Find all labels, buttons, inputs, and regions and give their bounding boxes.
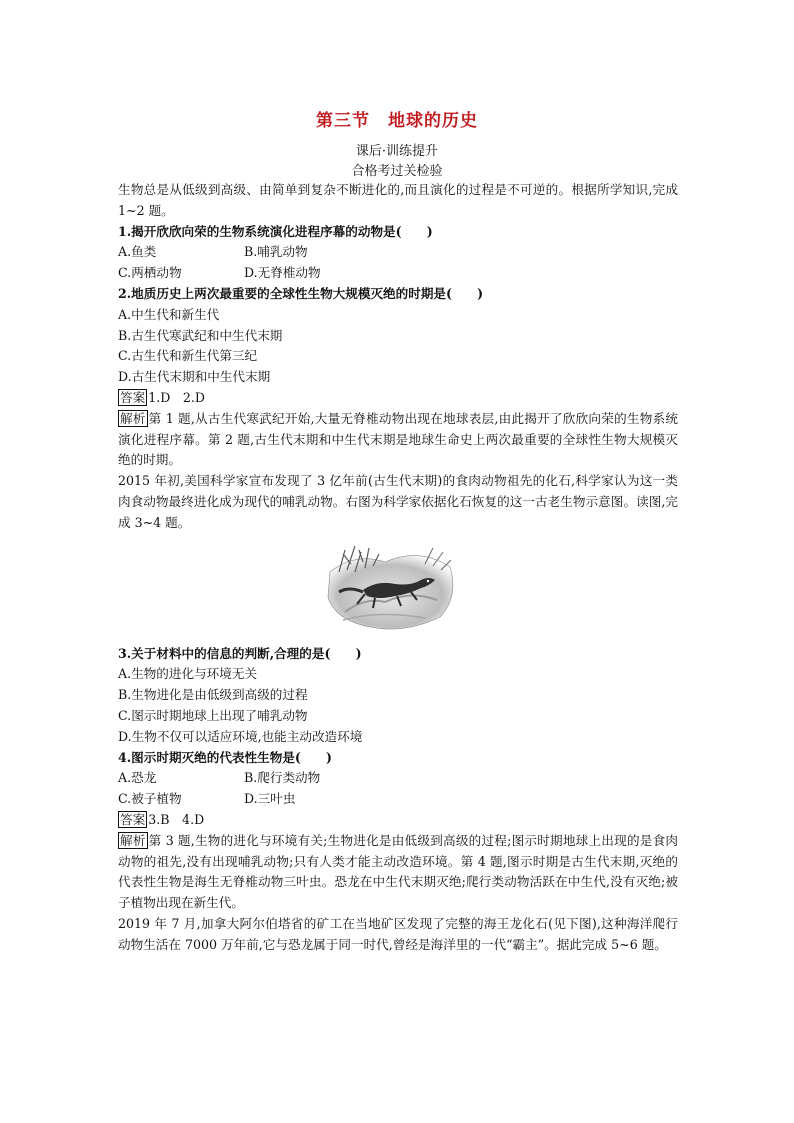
question-number: 4.: [118, 749, 132, 765]
intro-paragraph: 2015 年初,美国科学家宣布发现了 3 亿年前(古生代末期)的食肉动物祖先的化石,科学家认为这一类肉食动物最终进化成为现代的哺乳动物。右图为科学家依据化石恢复的这一古老生物示意图。读图,完成 3~4 题。: [118, 473, 678, 530]
question-1: [118, 222, 678, 243]
explanation-tag: 解析: [120, 832, 146, 848]
option-c: C.古生代和新生代第三纪: [118, 348, 258, 364]
question-2: [118, 284, 678, 305]
option-b: B.古生代寒武纪和中生代末期: [118, 327, 283, 343]
options-row: [118, 789, 678, 810]
page-title: 第三节 地球的历史: [316, 111, 478, 131]
intro-paragraph: 2019 年 7 月,加拿大阿尔伯塔省的矿工在当地矿区发现了完整的海王龙化石(见下图),这种海洋爬行动物生活在 7000 万年前,它与恐龙属于同一时代,曾经是海洋里的一代“霸主”。据此完成 5~6 题。: [118, 915, 678, 952]
option-c: C.被子植物: [118, 791, 182, 807]
option-b: B.爬行类动物: [244, 770, 321, 786]
fossil-creature-figure: [118, 542, 678, 638]
answer-line: [118, 388, 678, 409]
explanation-text: 第 3 题,生物的进化与环境有关;生物进化是由低级到高级的过程;图示时期地球上出现的是食肉动物的祖先,没有出现哺乳动物;只有人类才能主动改造环境。第 4 题,图示时期是古生代末期,灭绝的代表性生物是海生无脊椎动物三叶虫。恐龙在中生代末期灭绝;爬行类动物活跃在中生代,没有灭绝;被子植物出现在新生代。: [118, 832, 678, 911]
option-a: A.中生代和新生代: [118, 306, 220, 322]
options-row: [118, 242, 678, 263]
option-c: C.图示时期地球上出现了哺乳动物: [118, 707, 308, 723]
option-c: C.两栖动物: [118, 265, 182, 281]
question-3: [118, 644, 678, 665]
option-d: D.生物不仅可以适应环境,也能主动改造环境: [118, 728, 363, 744]
explanation-tag: 解析: [120, 410, 146, 426]
intro-paragraph: 生物总是从低级到高级、由简单到复杂不断进化的,而且演化的过程是不可逆的。根据所学知识,完成 1~2 题。: [118, 182, 678, 218]
question-text: 图示时期灭绝的代表性生物是( ): [131, 749, 332, 765]
explanation-text: 第 1 题,从古生代寒武纪开始,大量无脊椎动物出现在地球表层,由此揭开了欣欣向荣的生物系统演化进程序幕。第 2 题,古生代末期和中生代末期是地球生命史上两次最重要的全球性生物大规模灭绝的时期。: [118, 410, 679, 468]
creature-illustration: [325, 542, 459, 634]
option-a: A.生物的进化与环境无关: [118, 666, 258, 682]
question-number: 1.: [118, 223, 132, 239]
question-4: [118, 748, 678, 769]
explanation: [118, 831, 678, 914]
question-number: 2.: [118, 285, 132, 301]
options-row: [118, 263, 678, 284]
option-a: A.恐龙: [118, 770, 157, 786]
answer-tag: 答案: [120, 811, 146, 827]
answer-line: [118, 810, 678, 831]
option-d: D.三叶虫: [244, 791, 296, 807]
option-a: A.鱼类: [118, 244, 157, 260]
question-text: 揭开欣欣向荣的生物系统演化进程序幕的动物是( ): [131, 223, 433, 239]
answer-text: 1.D 2.D: [148, 389, 206, 405]
question-number: 3.: [118, 645, 132, 661]
answer-text: 3.B 4.D: [148, 811, 205, 827]
explanation: [118, 409, 678, 471]
question-text: 地质历史上两次最重要的全球性生物大规模灭绝的时期是( ): [131, 285, 484, 301]
section-subtitle-2: 合格考过关检验: [351, 164, 443, 179]
option-b: B.生物进化是由低级到高级的过程: [118, 687, 308, 703]
option-b: B.哺乳动物: [244, 244, 308, 260]
option-d: D.无脊椎动物: [244, 265, 321, 281]
answer-tag: 答案: [120, 389, 146, 405]
question-text: 关于材料中的信息的判断,合理的是( ): [131, 645, 362, 661]
options-row: [118, 768, 678, 789]
section-subtitle: 课后·训练提升: [355, 144, 439, 159]
content: [118, 180, 678, 956]
option-d: D.古生代末期和中生代末期: [118, 369, 271, 385]
